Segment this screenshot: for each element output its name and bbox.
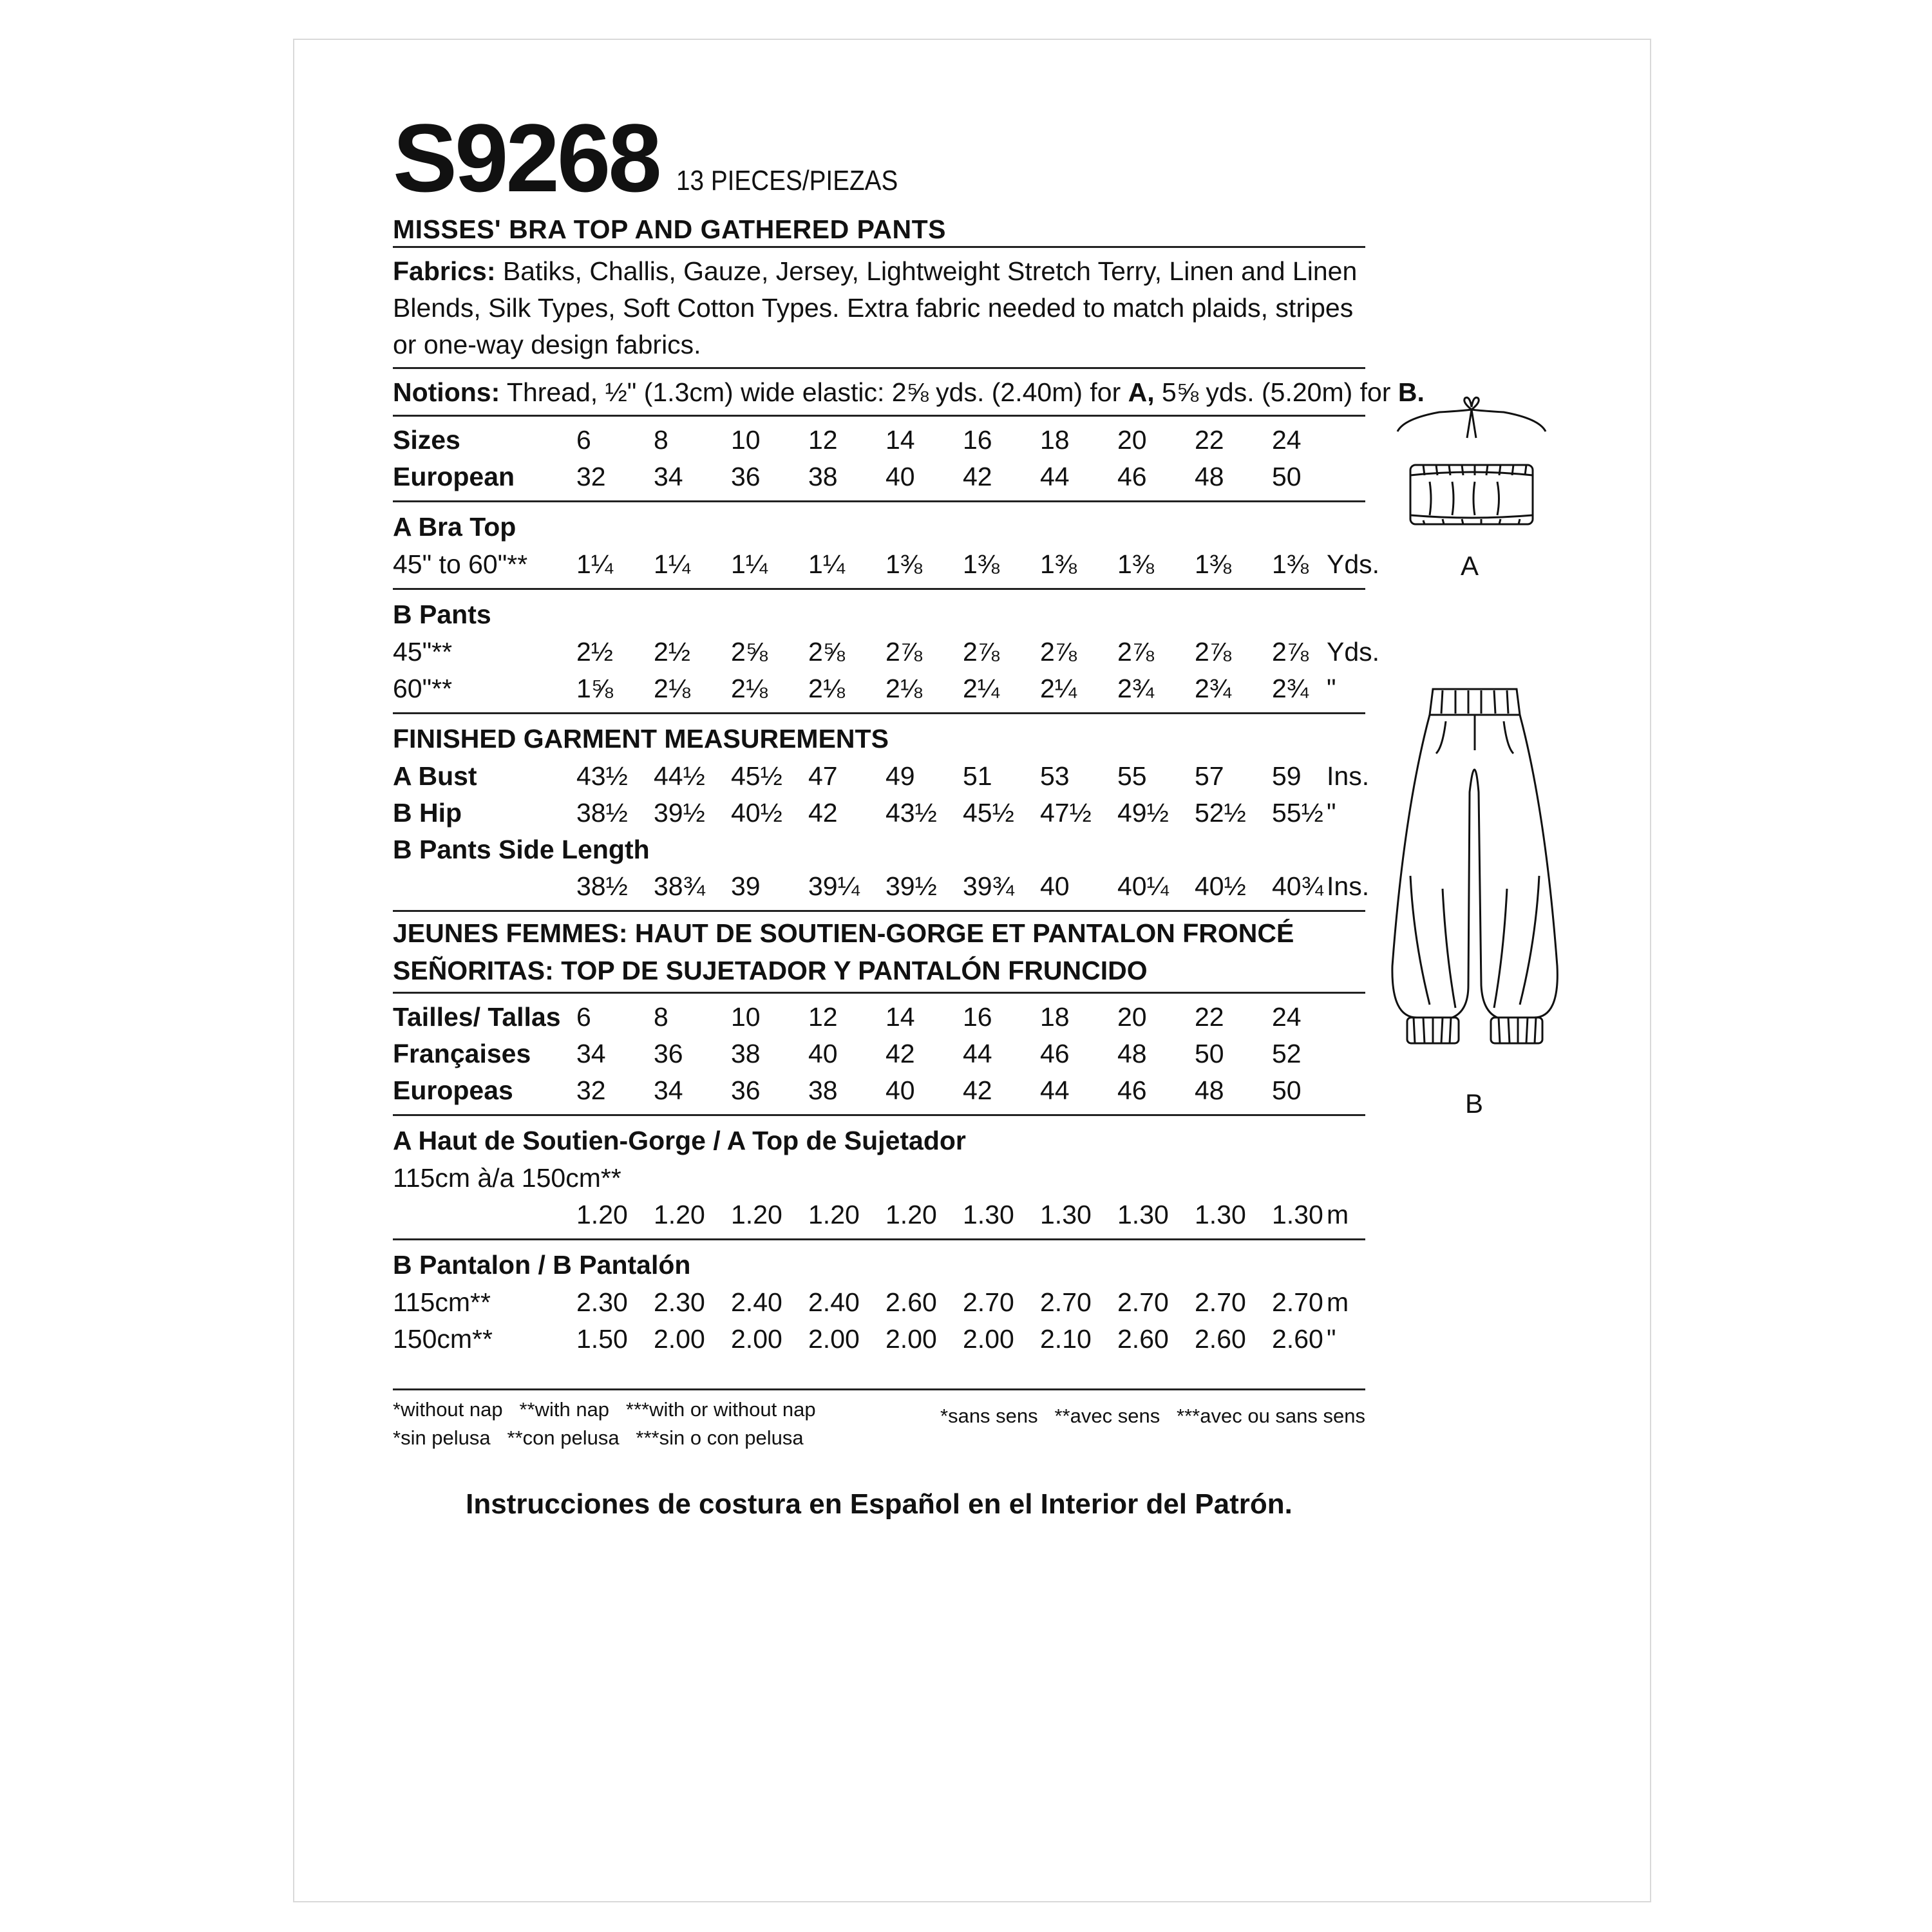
value-cell: 42 (963, 462, 992, 491)
value-cell: 46 (1117, 1075, 1147, 1105)
value-cell: 50 (1195, 1039, 1224, 1068)
value-cell: 1¼ (654, 549, 690, 579)
value-cell: 44 (963, 1039, 992, 1068)
value-cell: 39½ (654, 798, 705, 828)
value-cell: 34 (654, 462, 683, 491)
european-label: European (393, 462, 515, 491)
value-cell: 1¼ (731, 549, 768, 579)
value-cell: 2.60 (1272, 1324, 1323, 1354)
bust-row (393, 758, 1370, 795)
value-cell: 2¾ (1195, 674, 1231, 703)
value-cell: 1.30 (1040, 1200, 1092, 1229)
value-cell: 2.00 (808, 1324, 860, 1354)
value-cell: 2⅛ (731, 674, 768, 703)
tailles-row (393, 999, 1365, 1036)
value-cell: 47 (808, 761, 838, 791)
bra-top-yardage-row (393, 546, 1380, 583)
value-cell: 24 (1272, 425, 1302, 455)
value-cell: 16 (963, 425, 992, 455)
value-cell: 43½ (886, 798, 937, 828)
value-cell: 2⅝ (731, 637, 768, 667)
pattern-info (393, 97, 1425, 1520)
pants-intl-block (393, 1240, 1365, 1363)
value-cell: 18 (1040, 425, 1070, 455)
pants-heading: B Pants (393, 600, 491, 629)
bra-top-intl-heading: A Haut de Soutien-Gorge / A Top de Sujetador (393, 1126, 966, 1155)
pieces-count: 13 PIECES/PIEZAS (676, 165, 898, 196)
value-cell: 40 (886, 462, 915, 491)
value-cell: 32 (576, 1075, 606, 1105)
value-cell: 55 (1117, 761, 1147, 791)
value-cell: 2¾ (1117, 674, 1154, 703)
value-cell: 38½ (576, 871, 628, 901)
value-cell: 2.00 (654, 1324, 705, 1354)
value-cell: 57 (1195, 761, 1224, 791)
value-cell: 1.20 (731, 1200, 782, 1229)
bra-top-block (393, 502, 1380, 590)
value-cell: 50 (1272, 1075, 1302, 1105)
value-cell: 14 (886, 425, 915, 455)
intl-titles-block (393, 912, 1365, 994)
value-cell: 18 (1040, 1002, 1070, 1032)
value-cell: 2⅞ (1117, 637, 1154, 667)
value-cell: 6 (576, 1002, 591, 1032)
value-cell: 2.30 (576, 1287, 628, 1317)
value-cell: 38 (808, 1075, 838, 1105)
pattern-title: MISSES' BRA TOP AND GATHERED PANTS (393, 213, 1365, 248)
footnote-fr: *sans sens **avec sens ***avec ou sans sens (940, 1405, 1365, 1427)
unit-cell: Yds. (1327, 549, 1380, 579)
value-cell: 2⅝ (808, 637, 845, 667)
bra-top-width-label: 45" to 60"** (393, 549, 528, 579)
value-cell: 38¾ (654, 871, 705, 901)
europeas-label: Europeas (393, 1075, 513, 1105)
value-cell: 59 (1272, 761, 1302, 791)
value-cell: 36 (731, 462, 761, 491)
value-cell: 1⅜ (1195, 549, 1231, 579)
value-cell: 44½ (654, 761, 705, 791)
value-cell: 2⅞ (963, 637, 999, 667)
value-cell: 1⅝ (576, 674, 613, 703)
value-cell: 2.60 (886, 1287, 937, 1317)
value-cell: 1.20 (576, 1200, 628, 1229)
value-cell: 40¾ (1272, 871, 1323, 901)
pants-60-label: 60"** (393, 674, 453, 703)
value-cell: 2⅞ (1040, 637, 1077, 667)
value-cell: 2⅞ (1195, 637, 1231, 667)
notions-view-a: A, (1128, 377, 1155, 407)
value-cell: 39½ (886, 871, 937, 901)
bra-top-heading: A Bra Top (393, 512, 516, 542)
value-cell: 2⅞ (886, 637, 922, 667)
fabrics-label: Fabrics: (393, 256, 496, 286)
header (393, 97, 1365, 212)
value-cell: 38½ (576, 798, 628, 828)
value-cell: 40 (808, 1039, 838, 1068)
value-cell: 1⅜ (1040, 549, 1077, 579)
pants-intl-heading: B Pantalon / B Pantalón (393, 1250, 691, 1280)
value-cell: 22 (1195, 1002, 1224, 1032)
value-cell: 1⅜ (886, 549, 922, 579)
bra-top-intl-width-row (393, 1160, 1365, 1197)
notions-text-2: 5⅝ yds. (5.20m) for (1154, 377, 1398, 407)
value-cell: 1.30 (1272, 1200, 1323, 1229)
side-length-row (393, 868, 1370, 905)
unit-cell: m (1327, 1200, 1349, 1229)
value-cell: 34 (576, 1039, 606, 1068)
value-cell: 14 (886, 1002, 915, 1032)
value-cell: 39¾ (963, 871, 1014, 901)
unit-cell: " (1327, 674, 1336, 703)
value-cell: 2.00 (963, 1324, 1014, 1354)
value-cell: 40 (886, 1075, 915, 1105)
value-cell: 2⅛ (654, 674, 690, 703)
footnotes (393, 1388, 1365, 1459)
value-cell: 52½ (1195, 798, 1246, 828)
value-cell: 42 (808, 798, 838, 828)
value-cell: 39¼ (808, 871, 860, 901)
value-cell: 49 (886, 761, 915, 791)
value-cell: 2.00 (731, 1324, 782, 1354)
side-length-label-row (393, 831, 1365, 868)
unit-cell: " (1327, 798, 1336, 828)
sizes-block (393, 417, 1365, 502)
value-cell: 47½ (1040, 798, 1092, 828)
value-cell: 38 (808, 462, 838, 491)
value-cell: 48 (1117, 1039, 1147, 1068)
value-cell: 20 (1117, 425, 1147, 455)
value-cell: 10 (731, 1002, 761, 1032)
value-cell: 1⅜ (1272, 549, 1309, 579)
value-cell: 42 (886, 1039, 915, 1068)
value-cell: 45½ (963, 798, 1014, 828)
value-cell: 38 (731, 1039, 761, 1068)
value-cell: 22 (1195, 425, 1224, 455)
pattern-number: S9268 (393, 104, 659, 212)
unit-cell: Ins. (1327, 761, 1370, 791)
value-cell: 2.70 (1040, 1287, 1092, 1317)
value-cell: 2.70 (1117, 1287, 1169, 1317)
value-cell: 1¼ (576, 549, 613, 579)
value-cell: 34 (654, 1075, 683, 1105)
value-cell: 32 (576, 462, 606, 491)
value-cell: 2.30 (654, 1287, 705, 1317)
value-cell: 2¼ (963, 674, 999, 703)
value-cell: 1¼ (808, 549, 845, 579)
european-row (393, 459, 1365, 495)
pants-intl-150-row (393, 1321, 1365, 1358)
pants-45-row (393, 634, 1380, 670)
unit-cell: m (1327, 1287, 1349, 1317)
value-cell: 49½ (1117, 798, 1169, 828)
value-cell: 40½ (731, 798, 782, 828)
value-cell: 2.60 (1117, 1324, 1169, 1354)
value-cell: 40¼ (1117, 871, 1169, 901)
view-a-label: A (1461, 551, 1479, 581)
value-cell: 2.70 (963, 1287, 1014, 1317)
value-cell: 2⅛ (886, 674, 922, 703)
tailles-label: Tailles/ Tallas (393, 1002, 561, 1032)
side-length-label: B Pants Side Length (393, 835, 650, 864)
europeas-row (393, 1072, 1365, 1109)
unit-cell: Ins. (1327, 871, 1370, 901)
value-cell: 2.70 (1195, 1287, 1246, 1317)
french-title: JEUNES FEMMES: HAUT DE SOUTIEN-GORGE ET PANTALON FRONCÉ (393, 918, 1294, 948)
francaises-label: Françaises (393, 1039, 531, 1068)
pants-intl-115-label: 115cm** (393, 1287, 491, 1317)
value-cell: 46 (1117, 462, 1147, 491)
value-cell: 39 (731, 871, 761, 901)
pants-illustration (1385, 683, 1565, 1069)
value-cell: 40 (1040, 871, 1070, 901)
hip-label: B Hip (393, 798, 462, 828)
finished-measurements-block (393, 714, 1370, 912)
value-cell: 8 (654, 425, 668, 455)
value-cell: 43½ (576, 761, 628, 791)
value-cell: 2¼ (1040, 674, 1077, 703)
value-cell: 6 (576, 425, 591, 455)
value-cell: 2⅛ (808, 674, 845, 703)
spanish-instructions-note: Instrucciones de costura en Español en el Interior del Patrón. (466, 1488, 1293, 1520)
value-cell: 1.20 (654, 1200, 705, 1229)
bra-top-intl-width-label: 115cm à/a 150cm** (393, 1163, 621, 1193)
pants-45-label: 45"** (393, 637, 453, 667)
value-cell: 36 (731, 1075, 761, 1105)
bra-top-intl-block (393, 1116, 1365, 1240)
value-cell: 12 (808, 425, 838, 455)
value-cell: 2.60 (1195, 1324, 1246, 1354)
value-cell: 20 (1117, 1002, 1147, 1032)
finished-heading: FINISHED GARMENT MEASUREMENTS (393, 724, 889, 753)
value-cell: 2.00 (886, 1324, 937, 1354)
value-cell: 2½ (654, 637, 690, 667)
pants-block (393, 590, 1380, 714)
value-cell: 36 (654, 1039, 683, 1068)
spanish-title: SEÑORITAS: TOP DE SUJETADOR Y PANTALÓN FRUNCIDO (393, 956, 1148, 985)
value-cell: 16 (963, 1002, 992, 1032)
value-cell: 1⅜ (1117, 549, 1154, 579)
value-cell: 1.30 (963, 1200, 1014, 1229)
value-cell: 50 (1272, 462, 1302, 491)
value-cell: 44 (1040, 1075, 1070, 1105)
value-cell: 46 (1040, 1039, 1070, 1068)
francaises-row (393, 1036, 1365, 1072)
pants-60-row (393, 670, 1365, 707)
value-cell: 1.30 (1195, 1200, 1246, 1229)
value-cell: 48 (1195, 462, 1224, 491)
fabrics-text: Batiks, Challis, Gauze, Jersey, Lightweight Stretch Terry, Linen and Linen Blends, Silk Types, Soft Cotton Types. Extra fabric needed to match plaids, stripes or one-way design fabrics. (393, 256, 1358, 359)
unit-cell: " (1327, 1324, 1336, 1354)
sizes-label: Sizes (393, 425, 460, 455)
hip-row (393, 795, 1365, 831)
fabrics-paragraph (393, 248, 1365, 369)
value-cell: 1.20 (886, 1200, 937, 1229)
bust-label: A Bust (393, 761, 477, 791)
value-cell: 1⅜ (963, 549, 999, 579)
value-cell: 51 (963, 761, 992, 791)
value-cell: 53 (1040, 761, 1070, 791)
value-cell: 55½ (1272, 798, 1323, 828)
value-cell: 2¾ (1272, 674, 1309, 703)
sizes-row (393, 422, 1365, 459)
value-cell: 1.50 (576, 1324, 628, 1354)
value-cell: 2.40 (731, 1287, 782, 1317)
value-cell: 44 (1040, 462, 1070, 491)
bra-top-illustration (1391, 393, 1552, 535)
value-cell: 8 (654, 1002, 668, 1032)
notions-view-b: B. (1397, 377, 1425, 407)
value-cell: 45½ (731, 761, 782, 791)
value-cell: 2.10 (1040, 1324, 1092, 1354)
value-cell: 2⅞ (1272, 637, 1309, 667)
pants-intl-150-label: 150cm** (393, 1324, 493, 1354)
value-cell: 48 (1195, 1075, 1224, 1105)
footnote-en: *without nap **with nap ***with or without nap (393, 1398, 816, 1421)
value-cell: 2.70 (1272, 1287, 1323, 1317)
notions-paragraph (393, 369, 1425, 417)
footnotes-left (393, 1396, 816, 1452)
unit-cell: Yds. (1327, 637, 1380, 667)
view-b-label: B (1465, 1088, 1484, 1119)
value-cell: 52 (1272, 1039, 1302, 1068)
value-cell: 24 (1272, 1002, 1302, 1032)
pants-intl-115-row (393, 1284, 1365, 1321)
footnote-es: *sin pelusa **con pelusa ***sin o con pelusa (393, 1426, 804, 1449)
notions-text-1: Thread, ½" (1.3cm) wide elastic: 2⅝ yds. (2.40m) for (500, 377, 1128, 407)
value-cell: 40½ (1195, 871, 1246, 901)
notions-label: Notions: (393, 377, 500, 407)
value-cell: 1.20 (808, 1200, 860, 1229)
bra-top-intl-values-row (393, 1197, 1365, 1233)
value-cell: 1.30 (1117, 1200, 1169, 1229)
sizes-intl-block (393, 994, 1365, 1116)
value-cell: 2½ (576, 637, 613, 667)
value-cell: 12 (808, 1002, 838, 1032)
value-cell: 2.40 (808, 1287, 860, 1317)
value-cell: 10 (731, 425, 761, 455)
value-cell: 42 (963, 1075, 992, 1105)
